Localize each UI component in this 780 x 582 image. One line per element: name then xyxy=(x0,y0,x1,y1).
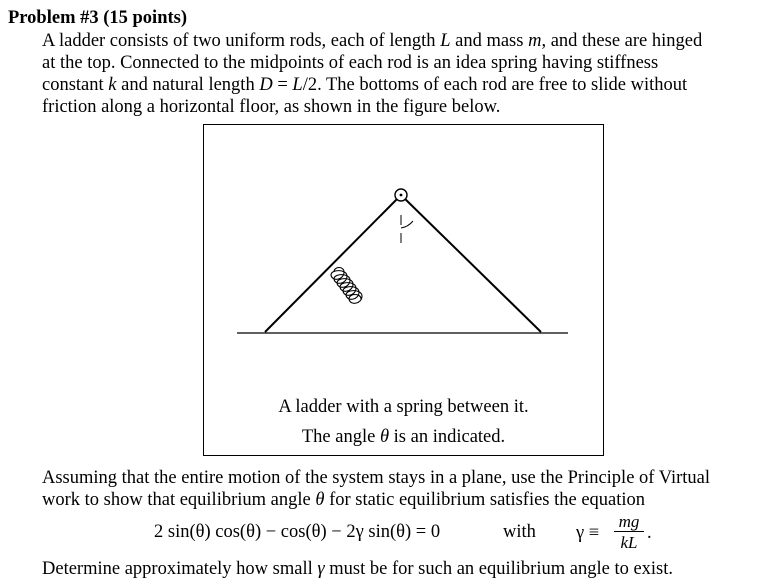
angle-arc xyxy=(401,221,413,228)
figure-caption-1: A ladder with a spring between it. xyxy=(278,397,529,417)
body-line-1: Assuming that the entire motion of the system stays in a plane, use the Principle of Virtual xyxy=(42,468,711,488)
gamma-fraction xyxy=(614,512,644,553)
problem-heading: Problem #3 (15 points) xyxy=(8,8,188,28)
equation-period: . xyxy=(647,523,652,543)
left-rod xyxy=(265,195,401,332)
figure-caption-2: The angle θ is an indicated. xyxy=(301,427,506,447)
gamma-definition: γ ≡ xyxy=(576,523,600,543)
equation-lhs: 2 sin(θ) cos(θ) − cos(θ) − 2γ sin(θ) = 0 xyxy=(154,522,441,542)
intro-line-1: A ladder consists of two uniform rods, each of length L and mass m, and these are hinged xyxy=(42,31,703,51)
equilibrium-equation xyxy=(0,512,780,556)
intro-line-3: constant k and natural length D = L/2. The bottoms of each rod are free to slide without xyxy=(42,75,688,95)
right-rod xyxy=(401,195,541,332)
equation-with: with xyxy=(503,522,536,542)
spring-coil xyxy=(331,268,362,304)
ladder-figure xyxy=(203,124,604,456)
body-line-2: work to show that equilibrium angle θ for static equilibrium satisfies the equation xyxy=(42,490,646,510)
fraction-denominator: kL xyxy=(620,533,638,552)
intro-line-4: friction along a horizontal floor, as shown in the figure below. xyxy=(42,97,501,117)
fraction-numerator: mg xyxy=(614,512,644,532)
final-question: Determine approximately how small γ must be for such an equilibrium angle to exist. xyxy=(42,559,674,579)
intro-line-2: at the top. Connected to the midpoints of each rod is an idea spring having stiffness xyxy=(42,53,659,73)
